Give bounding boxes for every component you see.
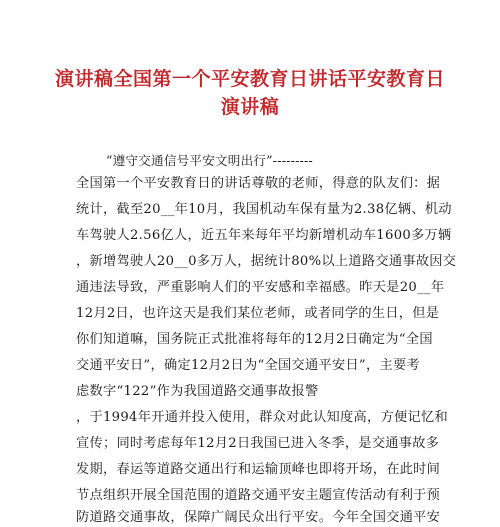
- body-line: 你们知道嘛，国务院正式批准将每年的12月2日确定为“全国: [76, 332, 433, 347]
- body-line: 防道路交通事故，保障广阔民众出行平安。今年全国交通平安: [76, 510, 441, 525]
- document-subtitle: “遵守交通信号平安文明出行”---------: [106, 153, 313, 168]
- body-line: 全国第一个平安教育日的讲话尊敬的老师，得意的队友们：据: [76, 176, 441, 191]
- document-title-line-2: 演讲稿: [220, 96, 280, 118]
- body-line: 交通平安日”，确定12月2日为“全国交通平安日”，主要考: [76, 358, 420, 373]
- body-line: 节点组织开展全国范围的道路交通平安主题宣传活动有利于预: [76, 488, 441, 503]
- body-line: 通违法导致，严重影响人们的平安感和幸福感。昨天是20__年: [76, 280, 445, 295]
- body-line: 发期，春运等道路交通出行和运输顶峰也即将开场，在此时间: [76, 462, 441, 477]
- document-title-line-1: 演讲稿全国第一个平安教育日讲话平安教育日: [54, 68, 445, 90]
- body-line: ，于1994年开通并投入使用，群众对此认知度高，方便记忆和: [76, 410, 448, 425]
- body-line: 统计，截至20__年10月，我国机动车保有量为2.38亿辆、机动: [76, 202, 452, 217]
- body-line: 12月2日，也许这天是我们某位老师，或者同学的生日，但是: [76, 306, 440, 321]
- body-line: 车驾驶人2.56亿人，近五年来每年平均新增机动车1600多万辆: [76, 228, 452, 243]
- body-line: 虑数字“122”作为我国道路交通事故报警: [76, 384, 319, 399]
- body-line: ，新增驾驶人20__0多万人，据统计80%以上道路交通事故因交: [76, 254, 457, 269]
- body-line: 宣传；同时考虑每年12月2日我国已进入冬季，是交通事故多: [76, 436, 440, 451]
